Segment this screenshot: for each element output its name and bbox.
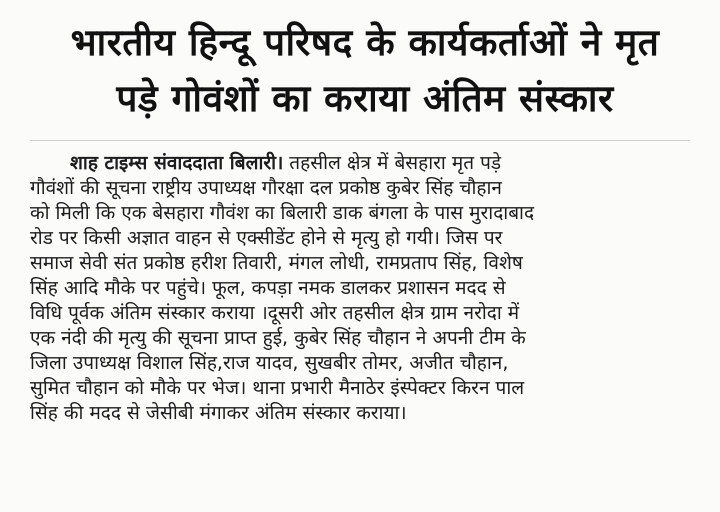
article-line: को मिली कि एक बेसहारा गौवंश का बिलारी डाक बंगला के पास मुरादाबाद	[30, 202, 535, 224]
article-line: समाज सेवी संत प्रकोष्ठ हरीश तिवारी, मंगल लोधी, रामप्रताप सिंह, विशेष	[30, 252, 523, 274]
article-line: सुमित चौहान को मौके पर भेज। थाना प्रभारी मैनाठेर इंस्पेक्टर किरन पाल	[30, 377, 525, 399]
article-line: जिला उपाध्यक्ष विशाल सिंह,राज यादव, सुखबीर तोमर, अजीत चौहान,	[30, 352, 509, 374]
article-body	[30, 151, 700, 426]
article-line: सिंह आदि मौके पर पहुंचे। फूल, कपड़ा नमक डालकर प्रशासन मदद से	[30, 277, 506, 299]
headline-line-1: भारतीय हिन्दू परिषद के कार्यकर्ताओं ने मृत	[70, 20, 660, 64]
headline-divider	[30, 140, 690, 141]
article-line	[30, 151, 700, 176]
byline: शाह टाइम्स संवाददाता बिलारी।	[70, 152, 284, 174]
article-line: विधि पूर्वक अंतिम संस्कार कराया ।दूसरी ओर तहसील क्षेत्र ग्राम नरोदा में	[30, 302, 520, 324]
article-line: एक नंदी की मृत्यु की सूचना प्राप्त हुई, कुबेर सिंह चौहान ने अपनी टीम के	[30, 327, 526, 349]
article-line: गौवंशों की सूचना राष्ट्रीय उपाध्यक्ष गौरक्षा दल प्रकोष्ठ कुबेर सिंह चौहान	[30, 177, 502, 199]
article-line: रोड पर किसी अज्ञात वाहन से एक्सीडेंट होने से मृत्यु हो गयी। जिस पर	[30, 227, 503, 249]
article-first-line-text: तहसील क्षेत्र में बेसहारा मृत पड़े	[283, 152, 502, 174]
article-line: सिंह की मदद से जेसीबी मंगाकर अंतिम संस्कार कराया।	[30, 402, 407, 424]
headline-line-2: पड़े गोवंशों का कराया अंतिम संस्कार	[116, 76, 614, 120]
headline	[30, 14, 700, 126]
